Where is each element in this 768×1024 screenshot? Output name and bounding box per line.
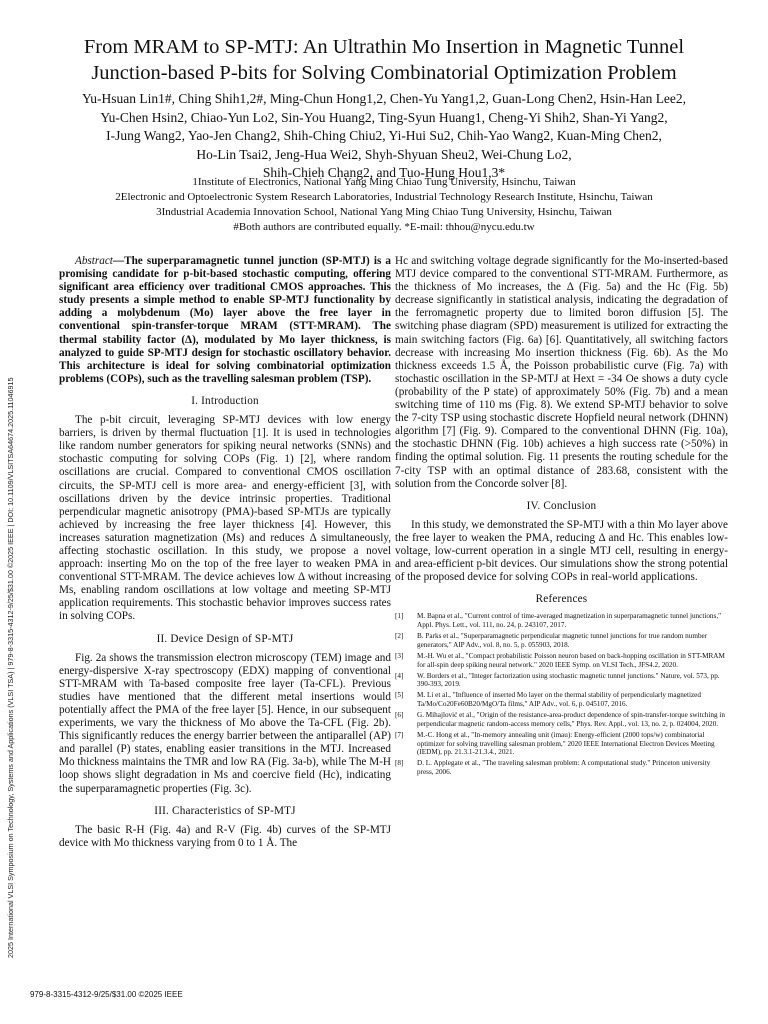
title-line-2: Junction-based P-bits for Solving Combinatorial Optimization Problem (91, 62, 677, 84)
reference-number: [2] (395, 632, 404, 641)
reference-text: M.-C. Hong et al., "In-memory annealing unit (imau): Energy-efficient (2000 tops/w) combinatorial optimizer for solving travelling salesman problem," 2020 IEEE International Electron Devices Meeting (IEDM), pp. 21.3.1-21.3.4., 2021. (417, 731, 715, 757)
reference-number: [5] (395, 691, 404, 700)
reference-text: D. L. Applegate et al., "The traveling salesman problem: A computational study." Princeton university press, 2006. (417, 759, 711, 776)
abstract-label: Abstract (75, 255, 113, 267)
reference-number: [8] (395, 759, 404, 768)
affiliation-line: #Both authors are contributed equally. *E-mail: thhou@nycu.edu.tw (233, 221, 535, 233)
right-column (395, 255, 728, 779)
author-line: Yu-Hsuan Lin1#, Ching Shih1,2#, Ming-Chun Hong1,2, Chen-Yu Yang1,2, Guan-Long Chen2, Hsin-Han Lee2, (81, 91, 687, 106)
reference-number: [4] (395, 671, 404, 680)
affiliations (44, 175, 724, 235)
section-heading: II. Device Design of SP-MTJ (156, 632, 294, 645)
reference-text: W. Borders et al., "Integer factorization using stochastic magnetic tunnel junctions." Nature, vol. 573, pp. 390-393, 2019. (417, 671, 720, 689)
reference-number: [6] (395, 711, 404, 720)
paragraph: The p-bit circuit, leveraging SP-MTJ devices with low energy barriers, is driven by thermal fluctuation [1]. It is used in technologies like random number generators for spiking neural networks (SNNs) and stochastic computing for solving COPs (Fig. 1) [2], where random oscillations are crucial. Compared to conventional CMOS oscillation circuits, the SP-MTJ cell is more area- and energy-efficient [3], with oscillations driven by the device intrinsic properties. Traditional perpendicular magnetic anisotropy (PMA)-based SP-MTJs are typically achieved by increasing the free layer thickness [4]. However, this increases saturation magnetization (Ms) and reduces Δ simultaneously, affecting stochastic oscillation. In this study, we propose a novel approach: inserting Mo on the top of the free layer to weaken PMA in conventional STT-MRAM. The device achieves low Δ without increasing Ms, enabling random oscillations at low voltage and meeting SP-MTJ application requirements. This stochastic behavior improves success rates in solving COPs. (59, 414, 391, 623)
author-line: Ho-Lin Tsai2, Jeng-Hua Wei2, Shyh-Shyuan Sheu2, Wei-Chung Lo2, (196, 146, 572, 162)
affiliation-line: 3Industrial Academia Innovation School, National Yang Ming Chiao Tung University, Hsinchu, Taiwan (156, 206, 612, 218)
reference-text: G. Mihajlović et al., "Origin of the resistance-area-product dependence of spin-transfer-torque switching in perpendicular magnetic random-access memory cells," Phys. Rev. Appl., vol. 13, no. 2, p. 024004, 2020. (417, 711, 725, 728)
abstract-text: —The superparamagnetic tunnel junction (SP-MTJ) is a promising candidate for p-bit-based stochastic computing, offering significant area efficiency over traditional CMOS approaches. This study presents a simple method to enable SP-MTJ functionality by adding a molybdenum (Mo) layer above the free layer in conventional spin-transfer-torque MRAM (STT-MRAM). The thermal stability factor (Δ), modulated by Mo layer thickness, is analyzed to guide SP-MTJ design for stochastic oscillatory behavior. This architecture is ideal for solving combinatorial optimization problems (COPs), such as the travelling salesman problem (TSP). (59, 255, 391, 385)
author-list (44, 90, 724, 183)
section-heading: IV. Conclusion (526, 499, 597, 512)
author-line: Yu-Chen Hsin2, Chiao-Yun Lo2, Sin-You Huang2, Ting-Syun Huang1, Cheng-Yi Shih2, Shan-Yi Yang2, (100, 109, 668, 125)
references-heading: References (535, 593, 588, 606)
reference-number: [1] (395, 612, 404, 621)
author-line: I-Jung Wang2, Yao-Jen Chang2, Shih-Ching Chiu2, Yi-Hui Su2, Chih-Yao Wang2, Kuan-Ming Chen2, (106, 128, 662, 143)
reference-item (395, 711, 728, 728)
reference-number: [3] (395, 651, 404, 660)
abstract (59, 255, 391, 386)
affiliation-line: 1Institute of Electronics, National Yang Ming Chiao Tung University, Hsinchu, Taiwan (192, 176, 576, 188)
paper-title (40, 34, 728, 86)
affiliation-line: 2Electronic and Optoelectronic System Research Laboratories, Industrial Technology Research Institute, Hsinchu, Taiwan (115, 191, 653, 203)
reference-text: M. Li et al., "Influence of inserted Mo layer on the thermal stability of perpendicularly magnetized Ta/Mo/Co20Fe60B20/MgO/Ta films," AIP Adv., vol. 6, p. 045107, 2016. (417, 691, 701, 709)
reference-item (395, 691, 728, 708)
reference-item (395, 612, 728, 629)
left-column (59, 255, 391, 850)
paragraph: In this study, we demonstrated the SP-MTJ with a thin Mo layer above the free layer to weaken the PMA, reducing Δ and Hc. This enables low-voltage, low-current operation in a single MTJ cell, resulting in energy- and area-efficient p-bit devices. Our simulations show the strong potential of the proposed device for solving COPs in real-world applications. (395, 518, 728, 584)
author-line: Shih-Chieh Chang2, and Tuo-Hung Hou1,3* (262, 165, 506, 180)
title-line-1: From MRAM to SP-MTJ: An Ultrathin Mo Insertion in Magnetic Tunnel (83, 36, 685, 58)
reference-item (395, 731, 728, 757)
reference-item (395, 759, 728, 776)
section-heading: I. Introduction (191, 394, 259, 407)
reference-text: M.-H. Wu et al., "Compact probabilistic Poisson neuron based on back-hopping oscillation in STT-MRAM for all-spin deep spiking neural network." 2020 IEEE Symp. on VLSI Tech., JFS4.2, 2020. (417, 651, 725, 669)
paragraph: The basic R-H (Fig. 4a) and R-V (Fig. 4b) curves of the SP-MTJ device with Mo thickness varying from 0 to 1 Å. The (59, 823, 391, 849)
publication-sidebar: 2025 International VLSI Symposium on Technology, Systems and Applications (VLSI TSA) | 979-8-3315-4312-9/25/$31.00 ©2025 IEEE | DOI: 10.1109/VLSITSA64674.2025.11046915 (6, 377, 15, 958)
reference-item (395, 632, 728, 649)
paragraph: Hc and switching voltage degrade significantly for the Mo-inserted-based MTJ device compared to the conventional STT-MRAM. Furthermore, as the thickness of Mo increases, the Δ (Fig. 5a) and the Hc (Fig. 5b) decrease significantly in statistical analysis, indicating the degradation of the ferromagnetic property due to limited boron diffusion [5]. The switching phase diagram (SPD) measurement is utilized for extracting the main switching factors (Fig. 6a) [6]. Quantitatively, all switching factors decrease with increasing Mo insertion thickness (Fig. 6b). As the Mo thickness exceeds 1.5 Å, the Poisson probabilistic curve (Fig. 7a) with stochastic oscillation in the SP-MTJ at Hext = -34 Oe shows a duty cycle (probability of the P state) of approximately 50% (Fig. 7b) and a mean switching time of 110 ms (Fig. 8). We extend SP-MTJ behavior to solve the 7-city TSP using stochastic discrete Hopfield neural network (DHNN) algorithm [7] (Fig. 9). Compared to the conventional DHNN (Fig. 10a), the stochastic DHNN (Fig. 10b) achieves a high success rate (>50%) in finding the optimal solution. Fig. 11 presents the routing schedule for the 7-city TSP with an optimal distance of 283.68, consistent with the solution from the Concorde solver [8]. (395, 255, 728, 490)
reference-text: B. Parks et al., "Superparamagnetic perpendicular magnetic tunnel junctions for true random number generators," AIP Adv., vol. 8, no. 5, p. 055903, 2018. (417, 632, 708, 649)
reference-text: M. Bapna et al., "Current control of time-averaged magnetization in superparamagnetic tunnel junctions," Appl. Phys. Lett., vol. 111, no. 24, p. 243107, 2017. (417, 612, 722, 629)
reference-number: [7] (395, 731, 404, 740)
section-heading: III. Characteristics of SP-MTJ (154, 804, 296, 817)
paragraph: Fig. 2a shows the transmission electron microscopy (TEM) image and energy-dispersive X-ray spectroscopy (EDX) mapping of conventional STT-MRAM with Ta-based composite free layer (Ta-CFL). Previous studies have mentioned that the different metal insertions would potentially affect the PMA of the free layer [5]. Hence, in our subsequent experiments, we vary the thickness of Mo above the Ta-CFL (Fig. 2b). This significantly reduces the energy barrier between the antiparallel (AP) and parallel (P) states, enabling easier transitions in the MTJ. Increased Mo thickness maintains the TMR and low RA (Fig. 3a-b), while The M-H loop shows slight degradation in Ms and coercive field (Hc), indicating the superparamagnetic properties (Fig. 3c). (59, 651, 391, 795)
copyright-footer: 979-8-3315-4312-9/25/$31.00 ©2025 IEEE (30, 990, 183, 999)
reference-item (395, 652, 728, 669)
reference-item (395, 672, 728, 689)
reference-list (395, 612, 728, 776)
